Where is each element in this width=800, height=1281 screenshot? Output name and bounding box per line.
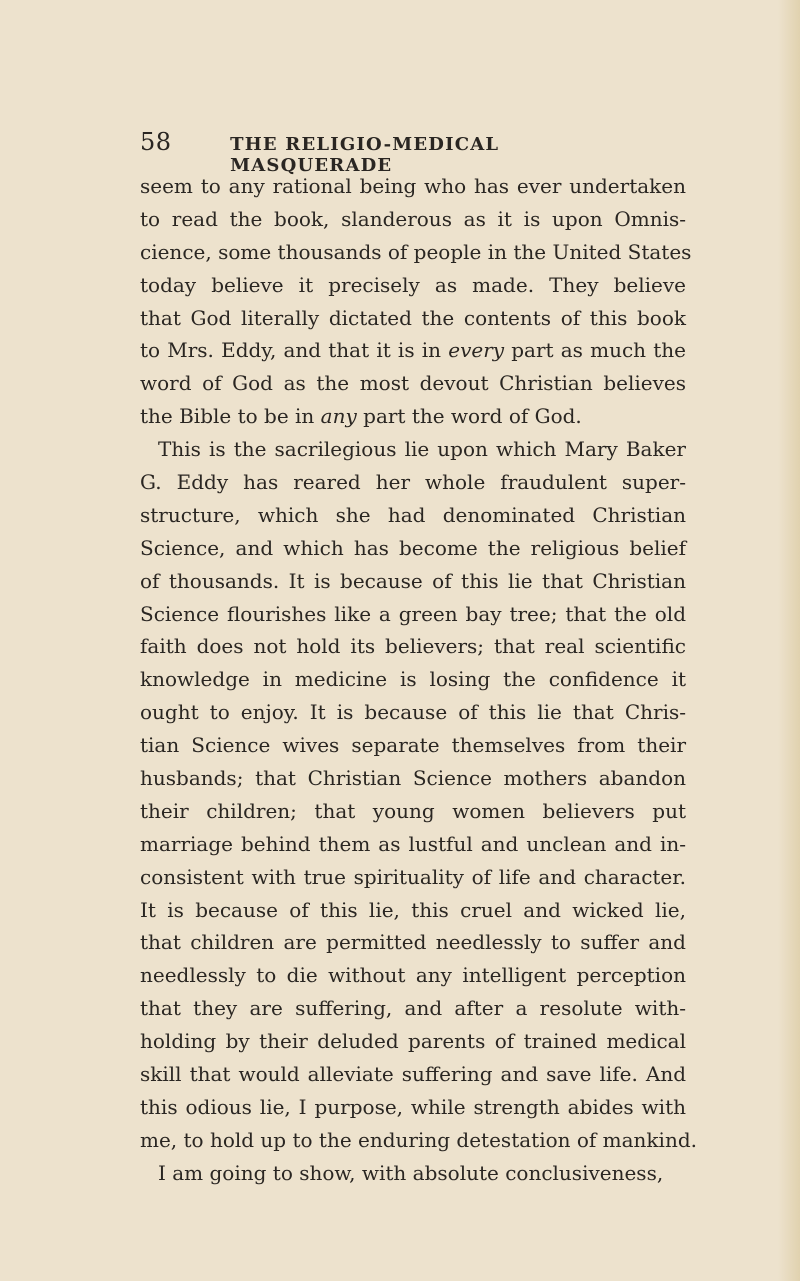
text-line: husbands; that Christian Science mothers abandon (140, 766, 686, 791)
text-line: ought to enjoy. It is because of this lie that Chris- (140, 700, 686, 725)
text-line: marriage behind them as lustful and unclean and in- (140, 831, 686, 856)
text-line: me, to hold up to the enduring detestation of mankind. (140, 1127, 697, 1152)
text-segment: to Mrs. Eddy, and that it is in (140, 338, 449, 363)
text-line: that they are suffering, and after a resolute with- (140, 996, 686, 1021)
text-segment: part as much the (504, 338, 686, 363)
text-segment: the Bible to be in (140, 404, 321, 429)
text-line: knowledge in medicine is losing the confidence it (140, 667, 686, 692)
text-line: skill that would alleviate suffering and save life. And (140, 1062, 686, 1087)
body-text (140, 170, 697, 1190)
text-line: that children are permitted needlessly to suffer and (140, 930, 686, 955)
text-line: It is because of this lie, this cruel and wicked lie, (140, 897, 686, 922)
text-line: holding by their deluded parents of trained medical (140, 1029, 686, 1054)
text-line: Science flourishes like a green bay tree; that the old (140, 601, 686, 626)
emphasis-text: any (320, 404, 357, 429)
text-line (140, 334, 686, 367)
text-line: needlessly to die without any intelligent perception (140, 963, 686, 988)
text-line: to read the book, slanderous as it is upon Omnis- (140, 206, 686, 231)
text-line: tian Science wives separate themselves from their (140, 733, 686, 758)
page-edge-shadow (778, 0, 800, 1281)
page-header (140, 128, 660, 176)
text-line: Science, and which has become the religious belief (140, 535, 686, 560)
text-line: G. Eddy has reared her whole fraudulent super- (140, 470, 686, 495)
text-line: this odious lie, I purpose, while strength abides with (140, 1094, 686, 1119)
text-line: of thousands. It is because of this lie that Christian (140, 568, 686, 593)
text-line: faith does not hold its believers; that real scientific (140, 634, 686, 659)
text-line: structure, which she had denominated Christian (140, 502, 686, 527)
text-segment: part the word of God. (356, 404, 582, 429)
text-line: This is the sacrilegious lie upon which Mary Baker (158, 437, 686, 462)
text-line: word of God as the most devout Christian believes (140, 371, 686, 396)
text-line: consistent with true spirituality of life and character. (140, 864, 686, 889)
text-line (140, 400, 686, 433)
emphasis-text: every (448, 338, 505, 363)
text-line: cience, some thousands of people in the United States (140, 239, 692, 264)
running-title: THE RELIGIO-MEDICAL MASQUERADE (230, 134, 500, 176)
text-line: seem to any rational being who has ever undertaken (140, 174, 686, 198)
page-number: 58 (140, 128, 172, 156)
text-line: today believe it precisely as made. They believe (140, 272, 686, 297)
text-line: that God literally dictated the contents of this book (140, 305, 686, 330)
text-line: I am going to show, with absolute conclusiveness, (158, 1160, 664, 1185)
text-line: their children; that young women believers put (140, 798, 686, 823)
